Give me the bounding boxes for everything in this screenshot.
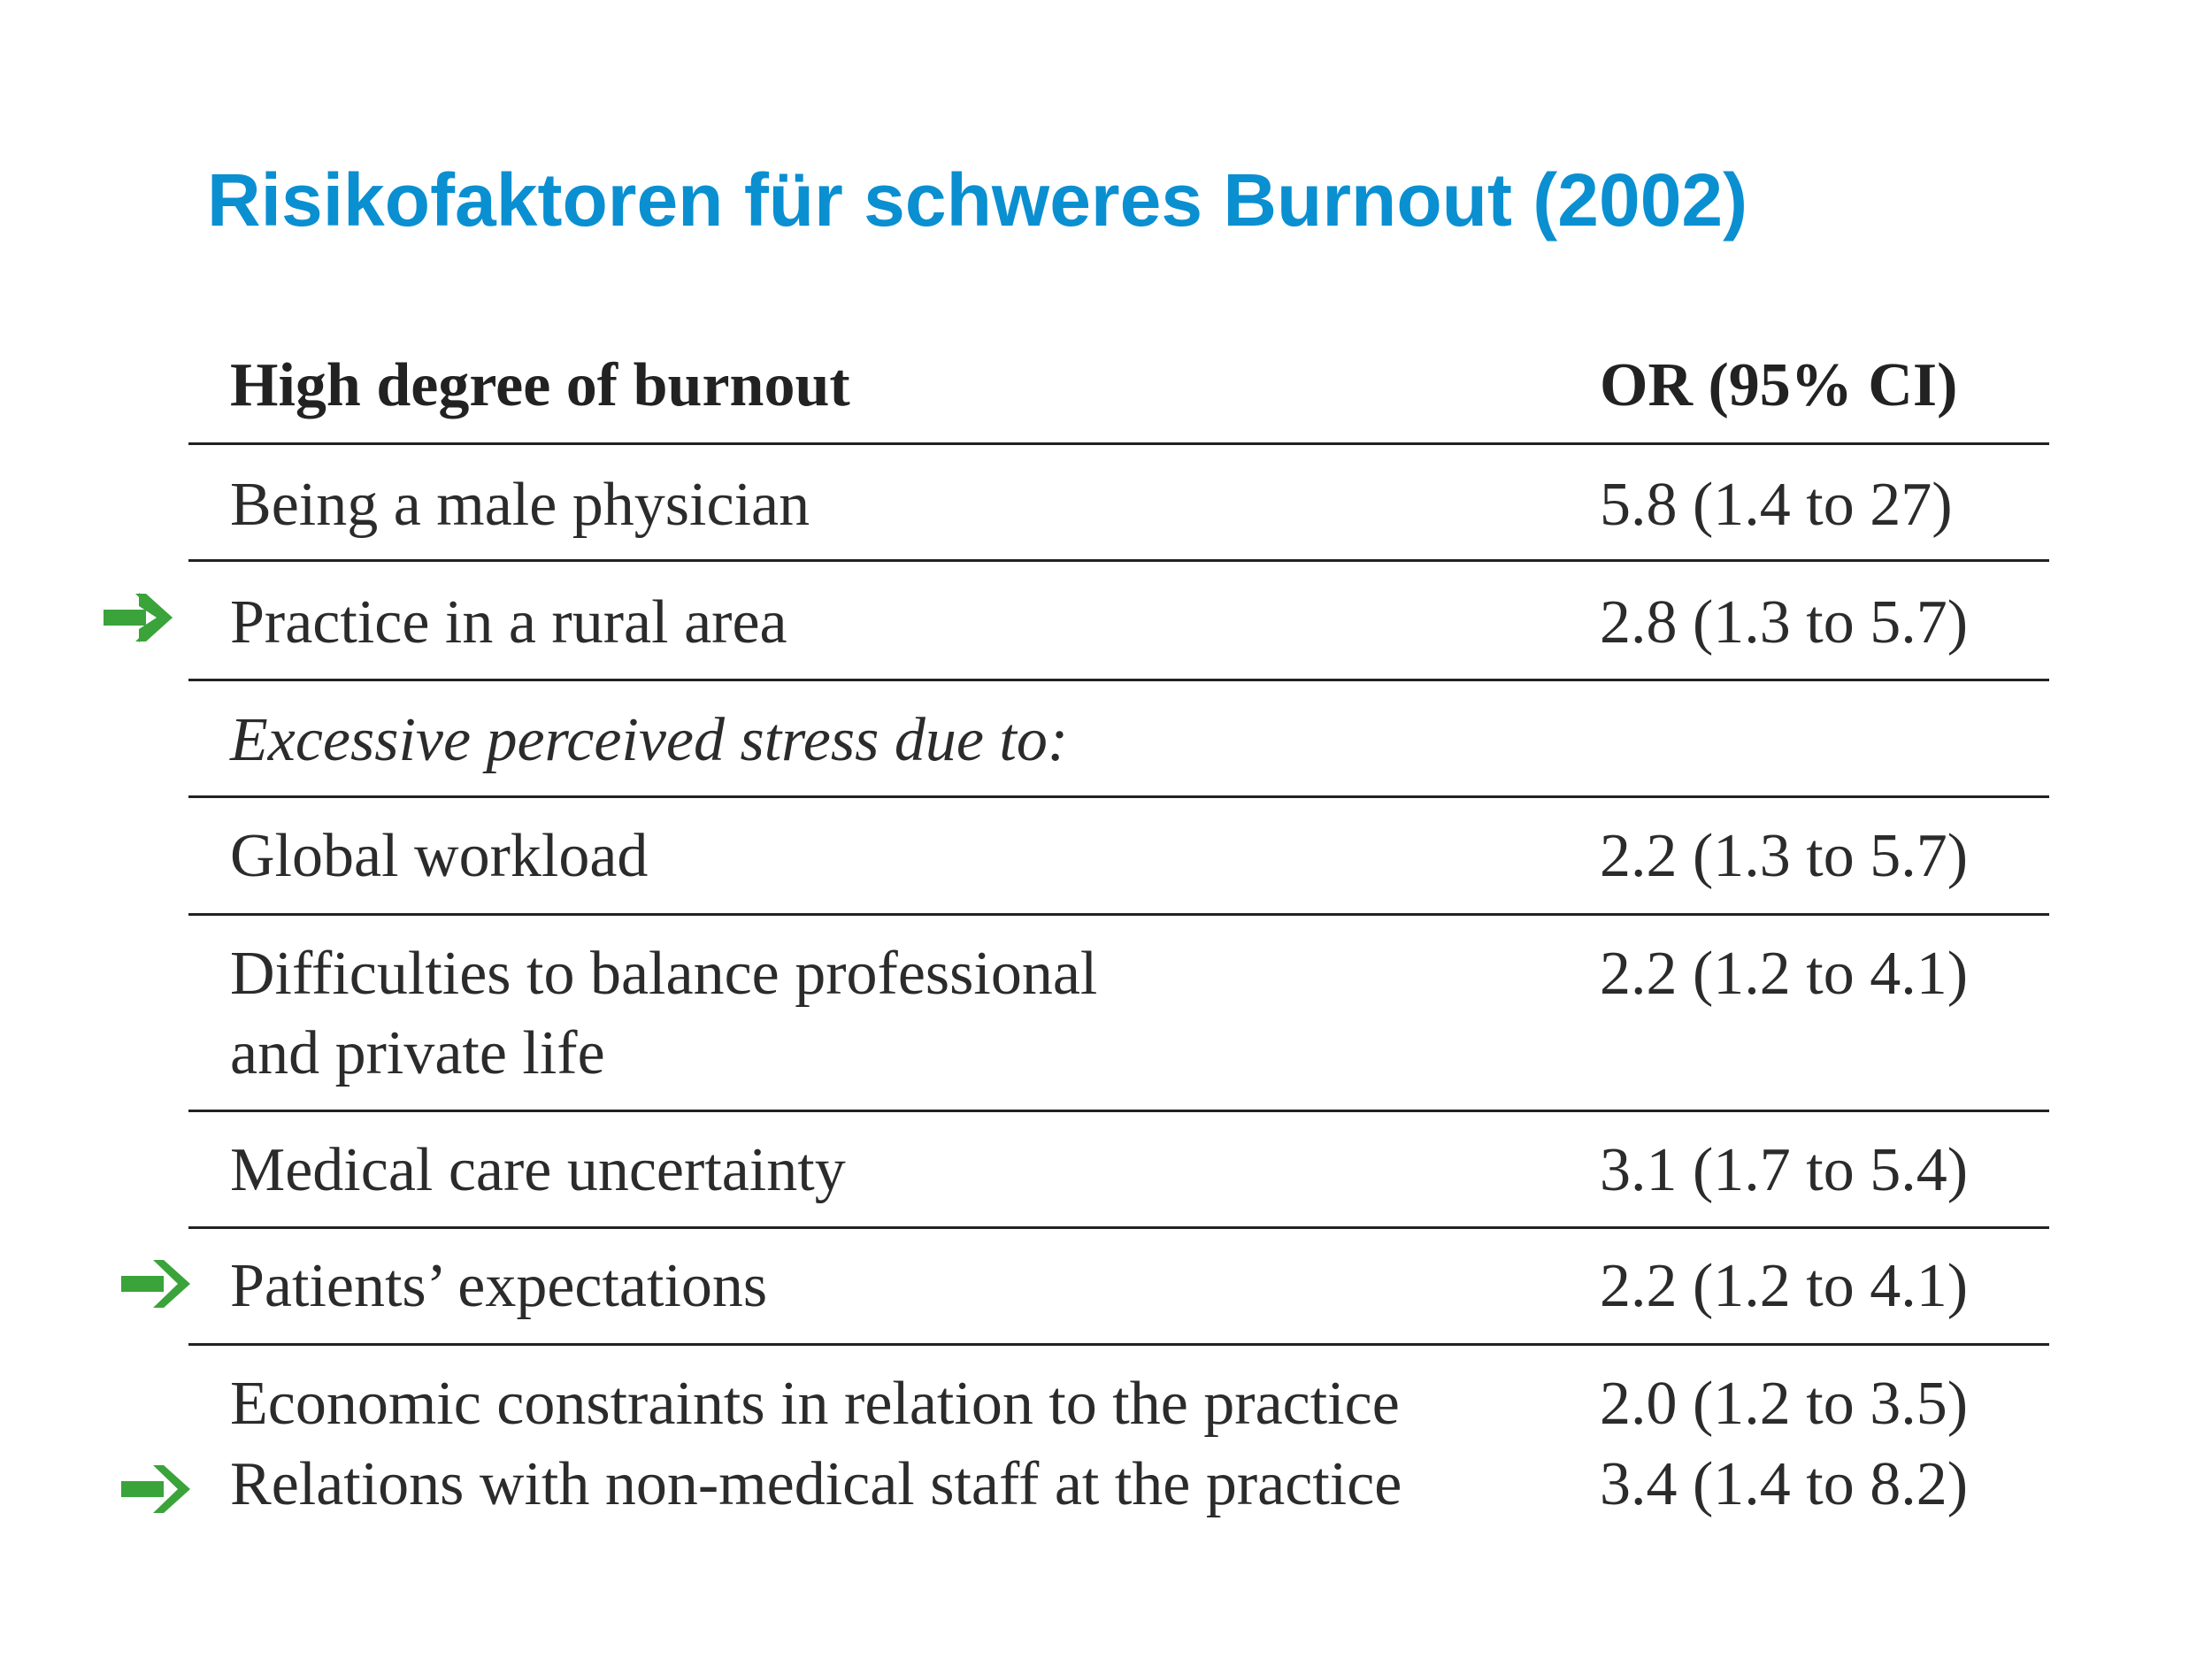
factor-label-line-1: Difficulties to balance professional — [230, 940, 1098, 1008]
table-rule — [188, 1226, 2049, 1229]
odds-ratio-value: 3.1 (1.7 to 5.4) — [1600, 1136, 1969, 1204]
odds-ratio-value: 5.8 (1.4 to 27) — [1600, 471, 1953, 539]
factor-label: Economic constraints in relation to the practice — [230, 1370, 1400, 1438]
header-or-label: OR (95% CI) — [1600, 351, 1958, 419]
factor-label: Medical care uncertainty — [230, 1136, 846, 1204]
factor-label: Practice in a rural area — [230, 588, 787, 657]
table-rule — [188, 795, 2049, 798]
risk-factor-table — [188, 0, 2049, 1659]
odds-ratio-value: 2.2 (1.3 to 5.7) — [1600, 822, 1969, 890]
odds-ratio-value: 2.8 (1.3 to 5.7) — [1600, 588, 1969, 657]
table-rule — [188, 913, 2049, 916]
odds-ratio-value: 3.4 (1.4 to 8.2) — [1600, 1450, 1969, 1518]
table-rule — [188, 679, 2049, 681]
table-rule — [188, 1110, 2049, 1112]
slide-title: Risikofaktoren für schweres Burnout (2002) — [207, 158, 1748, 242]
table-rule — [188, 559, 2049, 562]
factor-label: Being a male physician — [230, 471, 810, 539]
odds-ratio-value: 2.2 (1.2 to 4.1) — [1600, 1252, 1969, 1320]
factor-label: Global workload — [230, 822, 649, 890]
factor-label: Patients’ expectations — [230, 1252, 768, 1320]
header-factor-label: High degree of burnout — [230, 351, 850, 419]
green-arrow-icon — [118, 1256, 194, 1311]
factor-label: Relations with non-medical staff at the practice — [230, 1450, 1402, 1518]
table-rule — [188, 1343, 2049, 1346]
odds-ratio-value: 2.2 (1.2 to 4.1) — [1600, 940, 1969, 1008]
green-arrow-icon — [118, 1462, 194, 1517]
subheading-label: Excessive perceived stress due to: — [230, 706, 1069, 774]
table-rule — [188, 442, 2049, 445]
odds-ratio-value: 2.0 (1.2 to 3.5) — [1600, 1370, 1969, 1438]
factor-label-line-2: and private life — [230, 1019, 605, 1087]
green-arrow-icon — [100, 590, 176, 645]
